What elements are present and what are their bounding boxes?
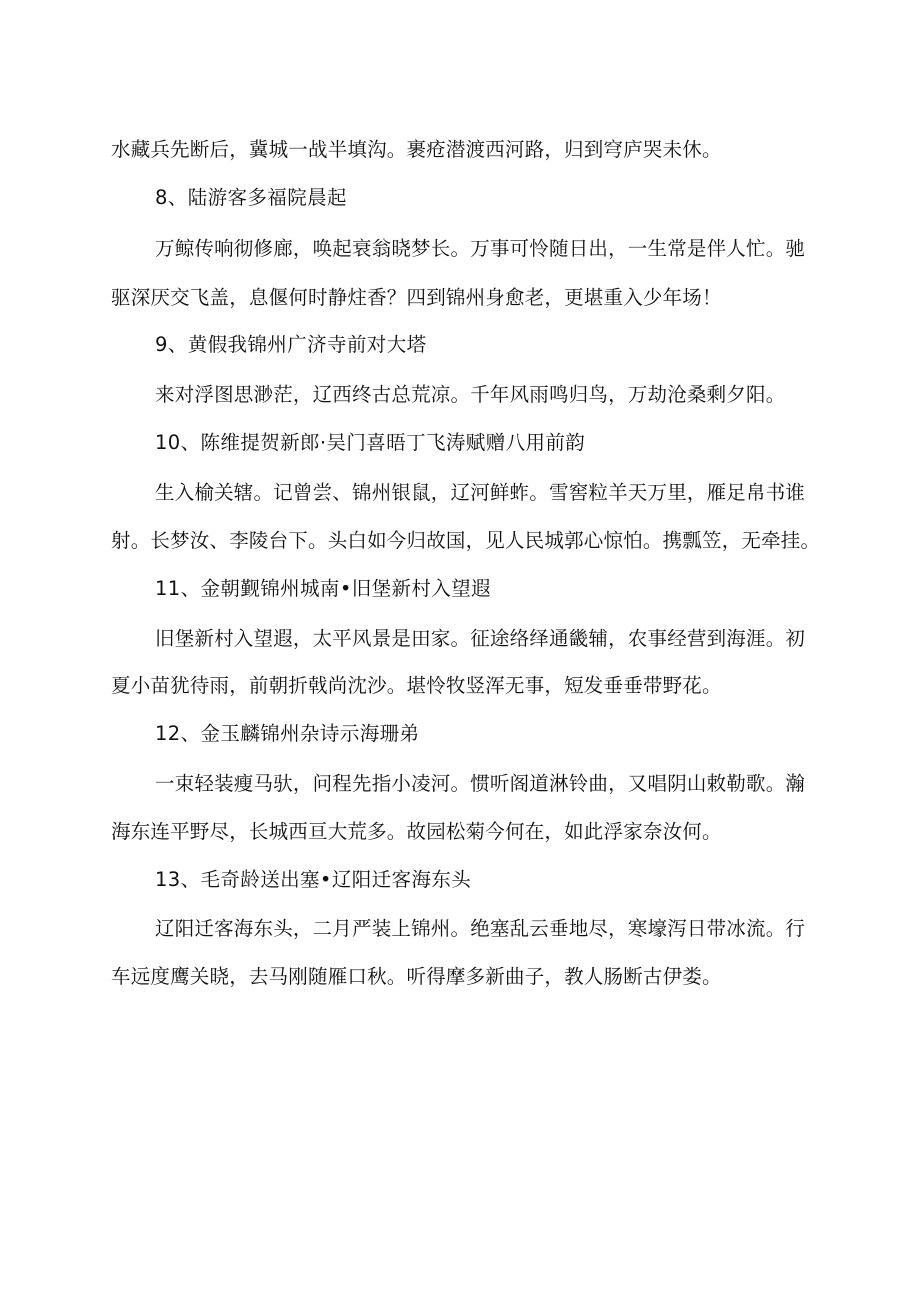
text-line-15: 海东连平野尽，长城西亘大荒多。故园松菊今何在，如此浮家奈汝何。 — [111, 820, 722, 843]
text-line-9: 射。长梦汝、李陵台下。头白如今归故国，见人民城郭心惊怕。携瓢笠，无牵挂。 — [111, 529, 821, 552]
text-line-1: 水藏兵先断后，冀城一战半填沟。裹疮潜渡西河路，归到穹庐哭未休。 — [111, 138, 722, 161]
text-line-14: 一束轻装瘦马驮，问程先指小凌河。惯听阁道淋铃曲，又唱阴山敕勒歌。瀚 — [155, 772, 806, 795]
heading-13: 13、毛奇龄送出塞•辽阳迁客海东头 — [155, 868, 472, 891]
heading-10: 10、陈维提贺新郎·吴门喜晤丁飞涛赋赠八用前韵 — [155, 431, 586, 454]
text-line-18: 车远度鹰关晓，去马刚随雁口秋。听得摩多新曲子，教人肠断古伊娄。 — [111, 965, 722, 988]
heading-12: 12、金玉麟锦州杂诗示海珊弟 — [155, 722, 420, 745]
text-line-12: 夏小苗犹待雨，前朝折戟尚沈沙。堪怜牧竖浑无事，短发垂垂带野花。 — [111, 674, 722, 697]
text-line-8: 生入榆关辖。记曾尝、锦州银鼠，辽河鲜蚱。雪窖粒羊天万里，雁足帛书谁 — [155, 481, 806, 504]
text-line-6: 来对浮图思渺茫，辽西终古总荒凉。千年风雨鸣归鸟，万劫沧桑剩夕阳。 — [155, 383, 786, 406]
text-line-3: 万鲸传响彻修廊，唤起衰翁晓梦长。万事可怜随日出，一生常是伴人忙。驰 — [155, 237, 806, 260]
text-line-4: 驱深厌交飞盖，息偃何时静炷香？四到锦州身愈老，更堪重入少年场！ — [111, 286, 722, 309]
heading-11: 11、金朝觐锦州城南•旧堡新村入望遐 — [155, 577, 492, 600]
text-line-17: 辽阳迁客海东头，二月严装上锦州。绝塞乱云垂地尽，寒壕泻日带冰流。行 — [155, 917, 806, 940]
heading-8: 8、陆游客多福院晨起 — [155, 186, 347, 209]
text-line-11: 旧堡新村入望遐，太平风景是田家。征途络绎通畿辅，农事经营到海涯。初 — [155, 627, 806, 650]
heading-9: 9、黄假我锦州广济寺前对大塔 — [155, 333, 427, 356]
